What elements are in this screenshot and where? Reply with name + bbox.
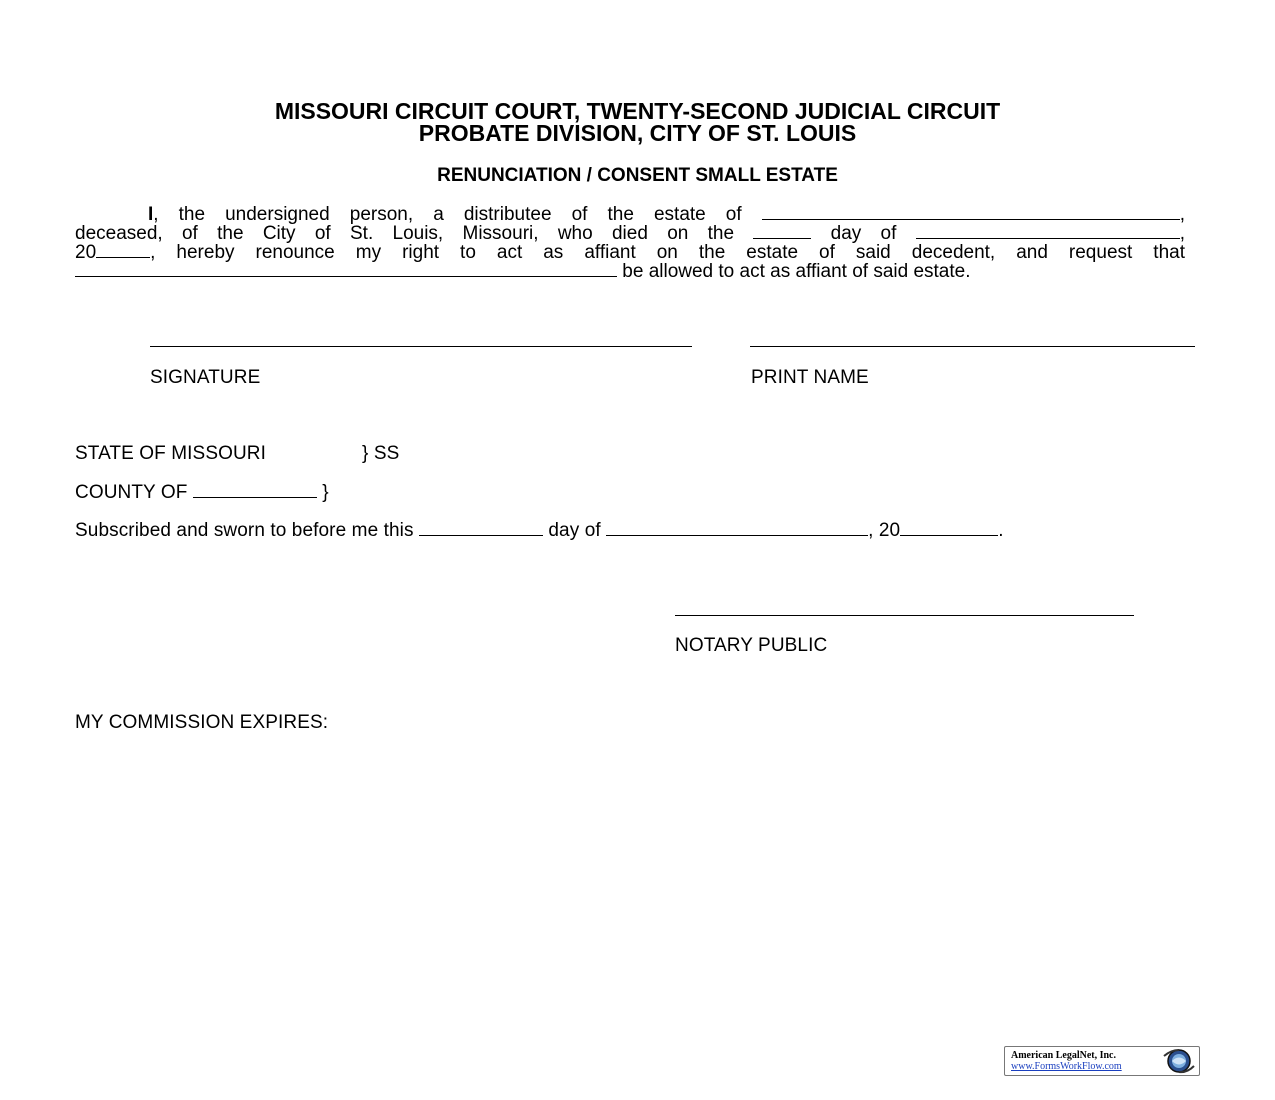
notary-public-label: NOTARY PUBLIC	[675, 635, 828, 656]
print-name-label: PRINT NAME	[751, 367, 869, 388]
affiant-name-blank[interactable]	[75, 262, 617, 277]
paragraph-line-1	[75, 205, 1185, 224]
sworn-day-blank[interactable]	[419, 521, 543, 536]
paragraph-line-3	[75, 243, 1185, 262]
notary-signature-line[interactable]	[675, 615, 1134, 616]
globe-arrow-icon	[1161, 1048, 1197, 1074]
paragraph-text: be allowed to act as affiant of said estate.	[622, 261, 971, 282]
sworn-year-blank[interactable]	[900, 521, 998, 536]
paragraph-text: deceased, of the City of St. Louis, Missouri, who died on the	[75, 223, 735, 244]
sworn-text: , 20	[868, 520, 901, 541]
paragraph-lead-i: I	[148, 204, 154, 225]
form-title: RENUNCIATION / CONSENT SMALL ESTATE	[437, 165, 838, 186]
county-brace: }	[322, 482, 329, 503]
paragraph-text: 20	[75, 242, 97, 263]
sworn-text: .	[998, 520, 1004, 541]
logo-url-link[interactable]: www.FormsWorkFlow.com	[1011, 1061, 1122, 1072]
estate-name-blank[interactable]	[762, 205, 1180, 220]
signature-label: SIGNATURE	[150, 367, 261, 388]
state-of-missouri-text: STATE OF MISSOURI	[75, 443, 267, 464]
paragraph-text: day of	[830, 223, 897, 244]
paragraph-line-2	[75, 224, 1185, 243]
sworn-text: Subscribed and sworn to before me this	[75, 520, 414, 541]
state-ss-brace: } SS	[362, 443, 400, 464]
renunciation-paragraph	[75, 205, 1185, 281]
sworn-text: day of	[548, 520, 601, 541]
paragraph-text: , the undersigned person, a distributee of the estate of	[153, 204, 742, 225]
county-text: COUNTY OF	[75, 482, 188, 503]
print-name-line[interactable]	[750, 346, 1195, 347]
sworn-statement	[75, 520, 1004, 542]
death-year-blank[interactable]	[96, 243, 150, 258]
paragraph-text: ,	[1179, 204, 1186, 225]
paragraph-text: ,	[1179, 223, 1185, 244]
paragraph-line-4	[75, 262, 1185, 281]
signature-line[interactable]	[150, 346, 692, 347]
county-line	[75, 482, 329, 504]
death-month-blank[interactable]	[916, 224, 1180, 239]
logo-company-name: American LegalNet, Inc.	[1011, 1050, 1116, 1061]
american-legalnet-logo	[1004, 1046, 1200, 1076]
sworn-month-blank[interactable]	[606, 521, 868, 536]
court-title-line-2: PROBATE DIVISION, CITY OF ST. LOUIS	[418, 120, 857, 146]
paragraph-text: , hereby renounce my right to act as affiant on the estate of said decedent, and request that	[150, 242, 1185, 263]
county-blank[interactable]	[193, 483, 317, 498]
commission-expires-label: MY COMMISSION EXPIRES:	[75, 712, 329, 733]
court-title-line-1: MISSOURI CIRCUIT COURT, TWENTY-SECOND JUDICIAL CIRCUIT	[274, 98, 1001, 124]
death-day-blank[interactable]	[753, 224, 811, 239]
